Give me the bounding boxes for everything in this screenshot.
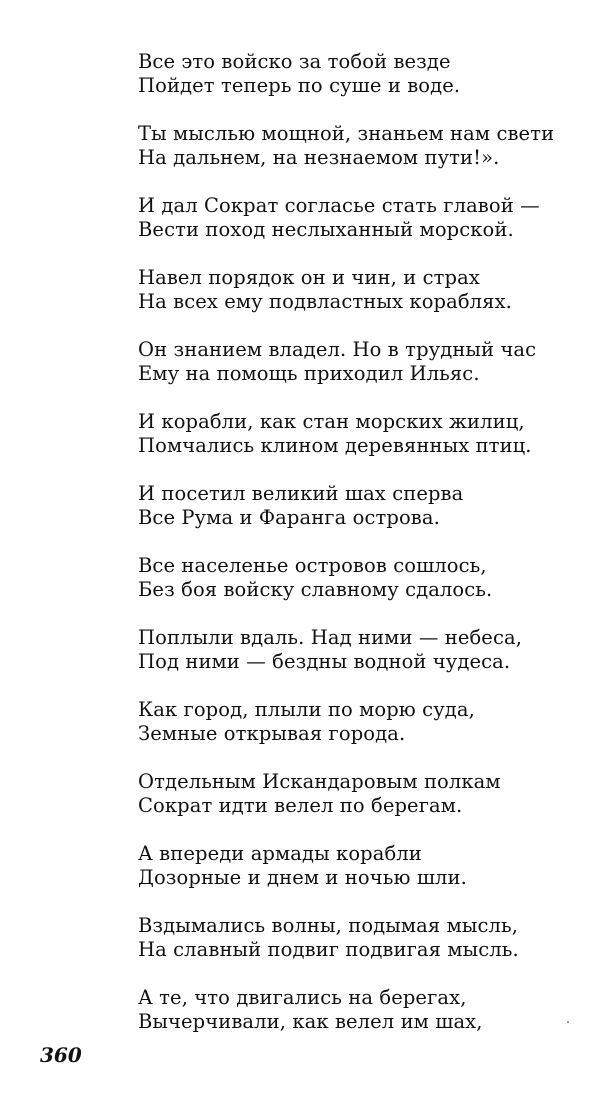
stanza [138,194,578,241]
stanza [138,986,578,1033]
poem-line: Ты мыслью мощной, знаньем нам свети [138,122,555,145]
poem-line: Поплыли вдаль. Над ними — небеса, [138,626,522,649]
stanza [138,338,578,385]
poem-line: Земные открывая города. [138,721,406,745]
page-number: 360 [40,1043,82,1067]
stanza [138,122,578,169]
stanza [138,698,578,745]
poem-line: И посетил великий шах сперва [138,482,464,505]
poem-line: На славный подвиг подвигая мысль. [138,937,519,961]
stanza [138,410,578,457]
poem-line: Навел порядок он и чин, и страх [138,266,480,289]
stanza [138,842,578,889]
poem-line: Сократ идти велел по берегам. [138,793,463,817]
poem-line: Все населенье островов сошлось, [138,554,487,577]
poem [138,50,578,1058]
poem-line: А впереди армады корабли [138,842,422,865]
poem-line: Помчались клином деревянных птиц. [138,433,532,457]
poem-line: Ему на помощь приходил Ильяс. [138,361,480,385]
stanza [138,770,578,817]
stanza [138,554,578,601]
poem-line: Вести поход неслыханный морской. [138,217,514,241]
stanza [138,914,578,961]
poem-line: Под ними — бездны водной чудеса. [138,649,511,673]
poem-line: Он знанием владел. Но в трудный час [138,338,537,361]
stanza [138,50,578,97]
poem-line: Пойдет теперь по суше и воде. [138,73,461,97]
poem-line: И дал Сократ согласье стать главой — [138,194,540,217]
poem-line: На всех ему подвластных кораблях. [138,289,512,313]
poem-line: На дальнем, на незнаемом пути!». [138,145,500,169]
stanza [138,626,578,673]
poem-line: А те, что двигались на берегах, [138,986,467,1009]
poem-line: Все это войско за тобой везде [138,50,451,73]
print-speck [567,1021,569,1023]
poem-line: Без боя войску славному сдалось. [138,577,493,601]
poem-line: Вздымались волны, подымая мысль, [138,914,518,937]
poem-line: Дозорные и днем и ночью шли. [138,865,467,889]
stanza [138,266,578,313]
poem-line: Как город, плыли по морю суда, [138,698,475,721]
poem-line: И корабли, как стан морских жилиц, [138,410,525,433]
poem-line: Отдельным Искандаровым полкам [138,770,501,793]
poem-line: Все Рума и Фаранга острова. [138,505,440,529]
poem-line: Вычерчивали, как велел им шах, [138,1009,483,1033]
stanza [138,482,578,529]
